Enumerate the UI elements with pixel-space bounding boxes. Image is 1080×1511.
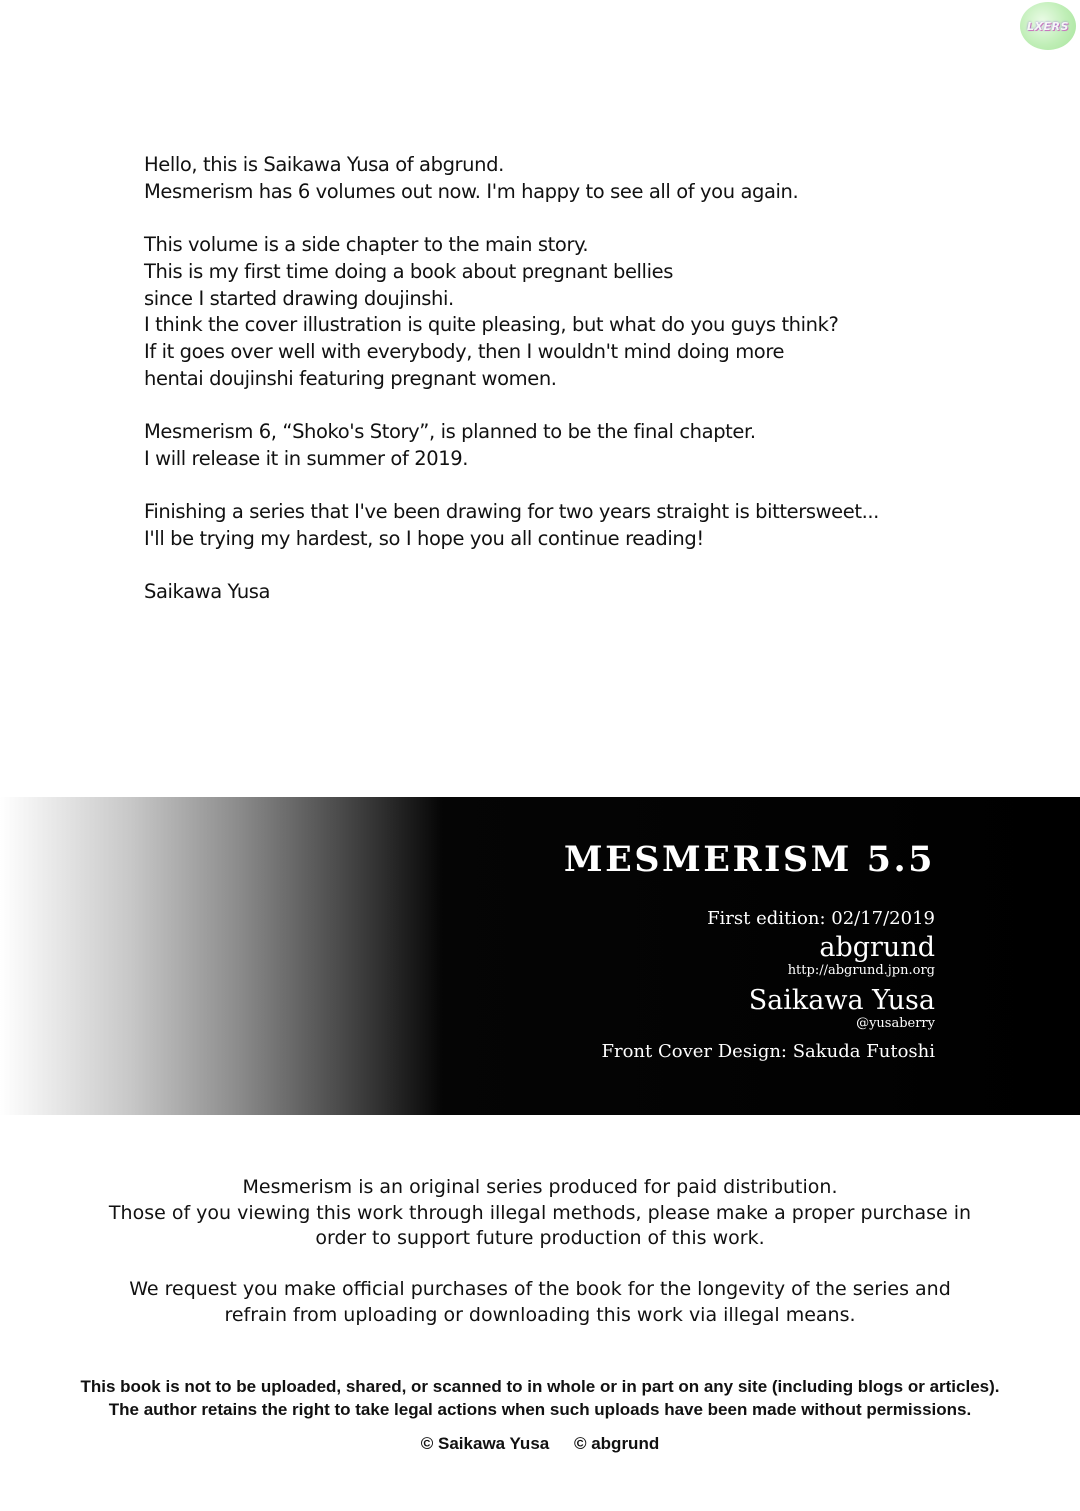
letter-paragraph-3	[144, 419, 964, 472]
letter-line: I think the cover illustration is quite pleasing, but what do you guys think?	[144, 313, 839, 337]
letter-line: If it goes over well with everybody, then I wouldn't mind doing more	[144, 339, 785, 363]
author-name: Saikawa Yusa	[748, 985, 935, 1016]
legal-notice	[0, 1376, 1080, 1421]
colophon-band	[0, 797, 1080, 1115]
signature-line: Saikawa Yusa	[144, 580, 271, 604]
copyright-line	[0, 1434, 1080, 1454]
circle-name: abgrund	[819, 932, 935, 963]
edition-date: First edition: 02/17/2019	[707, 908, 935, 929]
letter-signature	[144, 579, 964, 606]
distribution-notice	[0, 1175, 1080, 1328]
copyright-circle: © abgrund	[573, 1434, 660, 1453]
author-handle: @yusaberry	[856, 1016, 935, 1031]
notice-line: Those of you viewing this work through illegal methods, please make a proper purchase in	[108, 1201, 972, 1224]
letter-line: I'll be trying my hardest, so I hope you all continue reading!	[144, 526, 704, 550]
book-title: MESMERISM 5.5	[563, 839, 935, 880]
letter-line: Mesmerism 6, “Shoko's Story”, is planned to be the final chapter.	[144, 420, 756, 443]
notice-line: Mesmerism is an original series produced for paid distribution.	[242, 1176, 838, 1198]
letter-line: This volume is a side chapter to the main story.	[144, 233, 589, 257]
letter-line: since I started drawing doujinshi.	[144, 286, 454, 310]
letter-line: hentai doujinshi featuring pregnant women.	[144, 366, 557, 390]
afterword-letter	[144, 152, 964, 633]
letter-paragraph-4	[144, 499, 964, 552]
letter-line: Mesmerism has 6 volumes out now. I'm happy to see all of you again.	[144, 179, 799, 203]
copyright-author: © Saikawa Yusa	[420, 1434, 550, 1453]
legal-line: The author retains the right to take legal actions when such uploads have been made without permissions.	[108, 1399, 972, 1419]
letter-line: I will release it in summer of 2019.	[144, 446, 469, 470]
notice-line: We request you make official purchases of the book for the longevity of the series and	[129, 1278, 951, 1300]
letter-line: This is my first time doing a book about pregnant bellies	[144, 259, 673, 283]
circle-url: http://abgrund.jpn.org	[787, 963, 935, 978]
letter-line: Hello, this is Saikawa Yusa of abgrund.	[144, 153, 504, 176]
logo-text: LXERS	[1027, 19, 1069, 33]
site-logo	[1020, 2, 1076, 50]
cover-design-credit: Front Cover Design: Sakuda Futoshi	[601, 1041, 935, 1062]
notice-gap	[0, 1252, 1080, 1278]
letter-paragraph-2	[144, 232, 964, 392]
letter-paragraph-1	[144, 152, 964, 205]
legal-line: This book is not to be uploaded, shared, or scanned to in whole or in part on any site (including blogs or articles).	[80, 1377, 1000, 1396]
letter-line: Finishing a series that I've been drawing for two years straight is bittersweet...	[144, 500, 879, 524]
notice-line: refrain from uploading or downloading this work via illegal means.	[224, 1303, 856, 1326]
notice-line: order to support future production of this work.	[315, 1227, 765, 1249]
